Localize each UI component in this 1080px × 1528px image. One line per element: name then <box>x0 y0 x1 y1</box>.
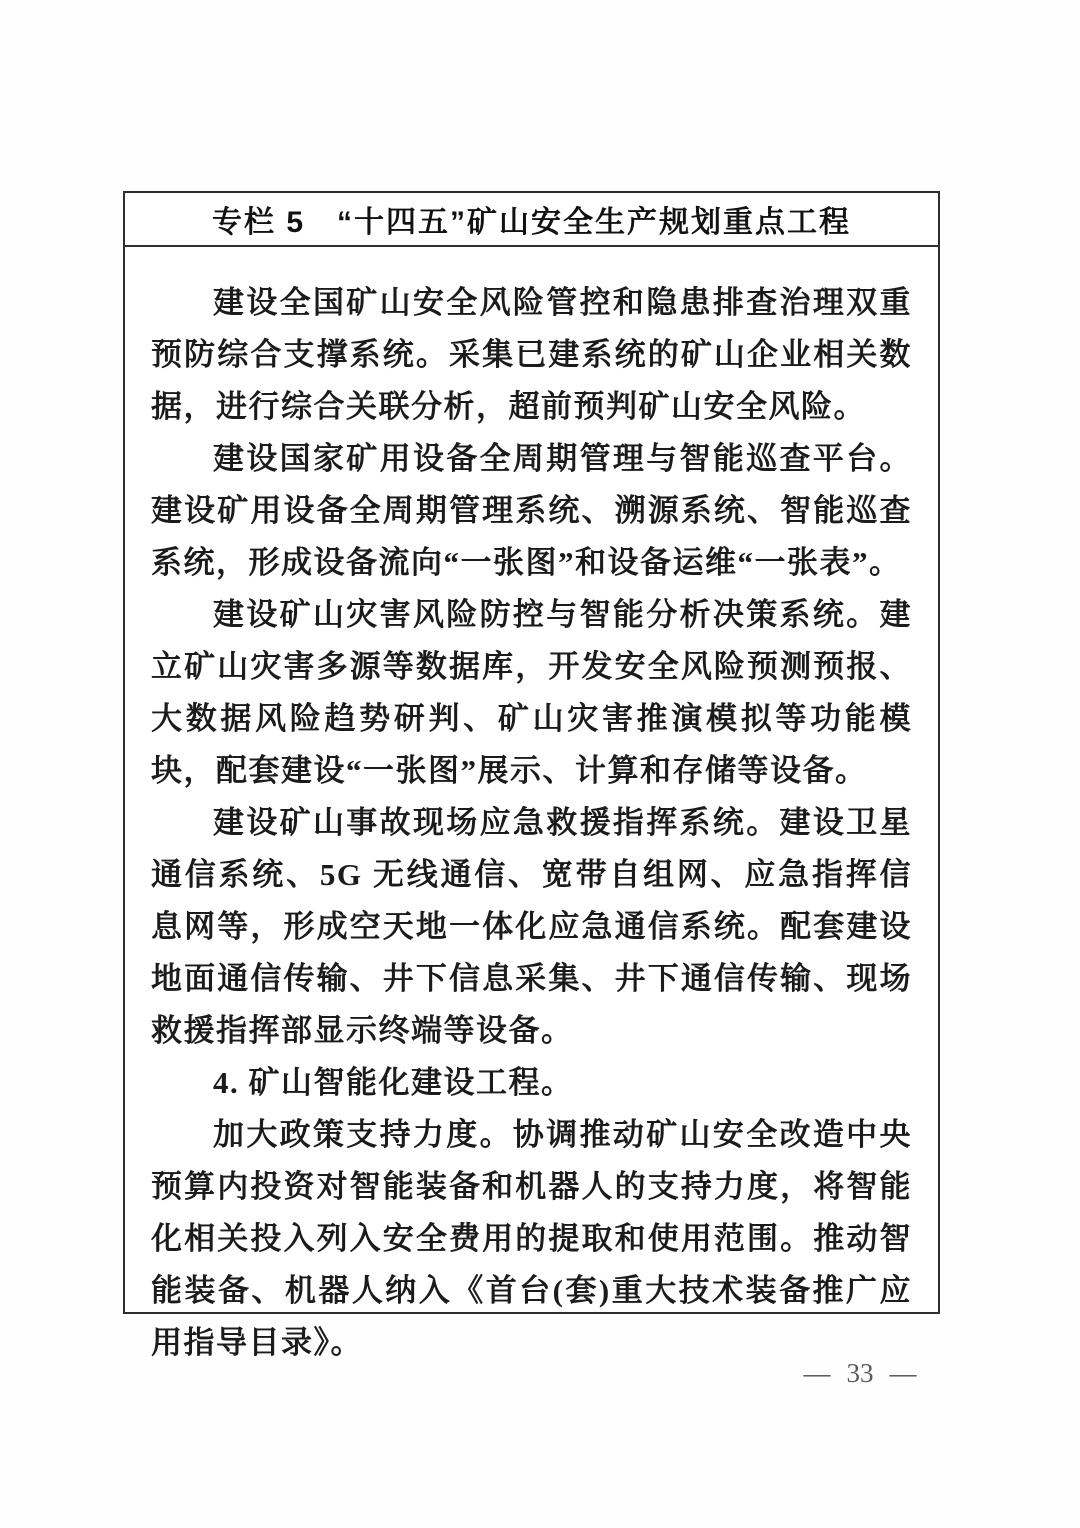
paragraph-1: 建设全国矿山安全风险管控和隐患排查治理双重预防综合支撑系统。采集已建系统的矿山企业相关数据，进行综合关联分析，超前预判矿山安全风险。 <box>151 285 912 424</box>
paragraph-5: 4. 矿山智能化建设工程。 <box>213 1065 574 1100</box>
paragraph-2: 建设国家矿用设备全周期管理与智能巡查平台。建设矿用设备全周期管理系统、溯源系统、智能巡查系统，形成设备流向“一张图”和设备运维“一张表”。 <box>151 441 912 580</box>
paragraph-3: 建设矿山灾害风险防控与智能分析决策系统。建立矿山灾害多源等数据库，开发安全风险预测预报、大数据风险趋势研判、矿山灾害推演模拟等功能模块，配套建设“一张图”展示、计算和存储等设备。 <box>151 597 912 788</box>
page-number: 33 <box>846 1358 874 1388</box>
box-title: 专栏 5 “十四五”矿山安全生产规划重点工程 <box>125 193 938 247</box>
feature-box <box>123 191 940 1360</box>
page-footer <box>790 1358 930 1389</box>
paragraph-6: 加大政策支持力度。协调推动矿山安全改造中央预算内投资对智能装备和机器人的支持力度，将智能化相关投入列入安全费用的提取和使用范围。推动智能装备、机器人纳入《首台(套)重大技术装备推广应用指导目录》。 <box>151 1117 912 1360</box>
paragraph-4: 建设矿山事故现场应急救援指挥系统。建设卫星通信系统、5G 无线通信、宽带自组网、应急指挥信息网等，形成空天地一体化应急通信系统。配套建设地面通信传输、井下信息采集、井下通信传输、现场救援指挥部显示终端等设备。 <box>151 805 912 1048</box>
footer-dash-left: — <box>803 1358 831 1388</box>
box-body <box>125 247 938 1409</box>
footer-dash-right: — <box>889 1358 917 1388</box>
